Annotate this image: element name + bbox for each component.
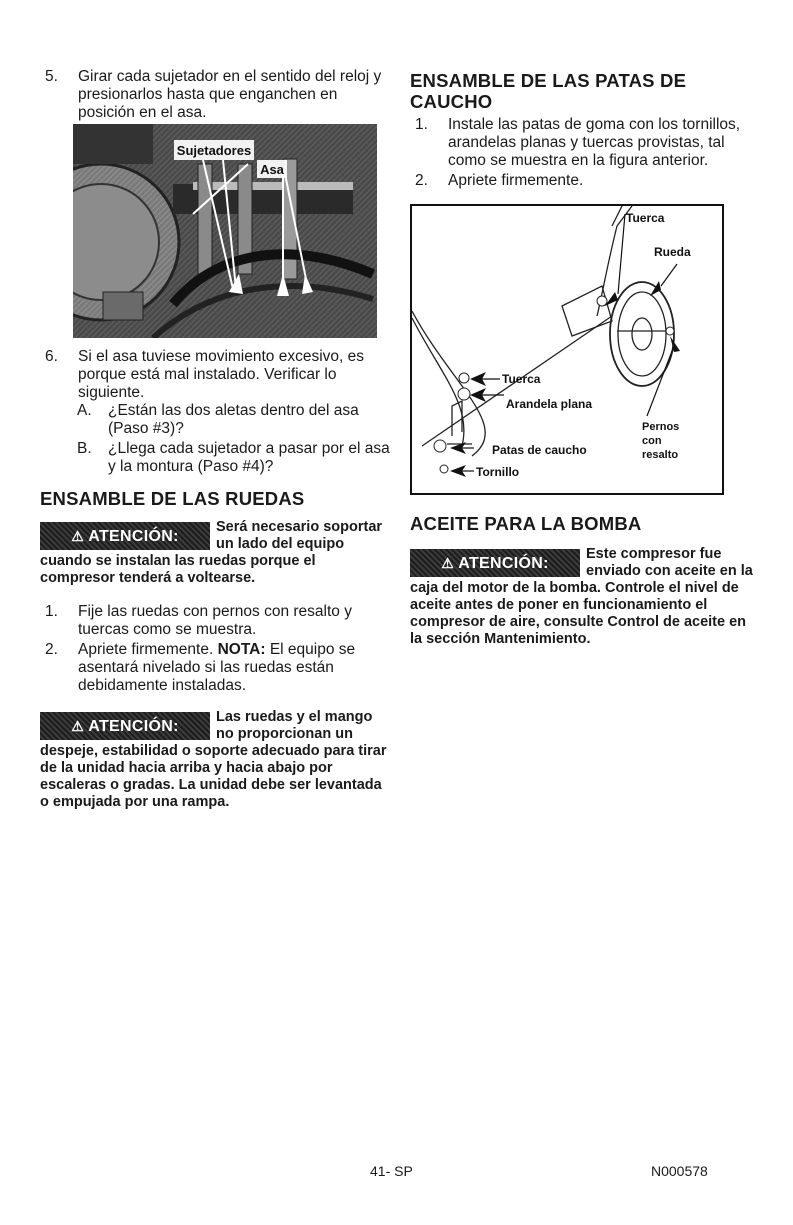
- patas-heading: ENSAMBLE DE LAS PATAS DE CAUCHO: [410, 70, 687, 112]
- label-tuerca-top: Tuerca: [626, 211, 665, 225]
- badge-label: ATENCIÓN:: [88, 528, 179, 545]
- aceite-heading: ACEITE PARA LA BOMBA: [410, 513, 642, 534]
- left-column: [40, 68, 390, 122]
- patas-step-2: [410, 172, 755, 190]
- label-pernos-1: Pernos: [642, 421, 680, 433]
- step-text: Apriete firmemente.: [78, 641, 214, 658]
- label-rueda: Rueda: [654, 245, 691, 259]
- step-5: [40, 68, 390, 122]
- sub-step-letter: A.: [77, 402, 92, 419]
- warning-text: Este compresor fue enviado con aceite en la caja del motor de la bomba. Controle el nivel de aceite antes de poner en funcionamiento el compresor de aire, consulte Control de aceite en la sección Mantenimiento.: [410, 546, 753, 647]
- warning-triangle-icon: ⚠: [441, 555, 455, 571]
- rubber-feet-diagram: [410, 204, 724, 495]
- step-number: 1.: [415, 116, 428, 133]
- step-number: 2.: [45, 641, 58, 658]
- step-6: [40, 348, 390, 402]
- handle-fasteners-photo: [73, 124, 377, 338]
- step-text: Fije las ruedas con pernos con resalto y tuercas como se muestra.: [78, 603, 352, 638]
- step-text: Girar cada sujetador en el sentido del reloj y presionarlos hasta que enganchen en posición en el asa.: [78, 68, 382, 121]
- label-arandela: Arandela plana: [506, 397, 593, 411]
- attention-badge: [410, 549, 580, 577]
- step-number: 1.: [45, 603, 58, 620]
- label-patas: Patas de caucho: [492, 443, 587, 457]
- label-pernos-3: resalto: [642, 449, 679, 461]
- step-text: Si el asa tuviese movimiento excesivo, es porque está mal instalado. Verificar lo siguiente.: [78, 348, 365, 401]
- ruedas-heading: ENSAMBLE DE LAS RUEDAS: [40, 488, 305, 509]
- warning-ruedas: [40, 519, 390, 587]
- sub-step-b: [70, 440, 390, 476]
- warning-triangle-icon: ⚠: [71, 528, 85, 544]
- left-column-lower: [40, 348, 390, 811]
- sub-step-a: [70, 402, 390, 438]
- warning-mango: [40, 709, 390, 811]
- step-text-cont: El equipo se asentará nivelado si las ruedas están debidamente instaladas.: [78, 641, 356, 694]
- attention-badge: [40, 522, 210, 550]
- warning-text: Será necesario soportar un lado del equipo cuando se instalan las ruedas porque el compresor tenderá a voltearse.: [40, 519, 383, 586]
- step-number: 2.: [415, 172, 428, 189]
- right-column: [410, 70, 755, 190]
- sub-step-text: ¿Están las dos aletas dentro del asa (Paso #3)?: [108, 402, 359, 437]
- attention-badge: [40, 712, 210, 740]
- page-number: 41- SP: [370, 1163, 413, 1179]
- label-tuerca: Tuerca: [502, 372, 541, 386]
- ruedas-step-1: [40, 603, 390, 639]
- sub-step-letter: B.: [77, 440, 92, 457]
- label-asa: Asa: [260, 162, 284, 177]
- label-tornillo: Tornillo: [476, 465, 520, 479]
- patas-step-1: [410, 116, 755, 170]
- label-pernos-2: con: [642, 435, 662, 447]
- label-sujetadores: Sujetadores: [176, 143, 252, 158]
- warning-text: Las ruedas y el mango no proporcionan un despeje, estabilidad o soporte adecuado para tirar de la unidad hacia arriba y hacia abajo por escaleras o gradas. La unidad debe ser levantada o empujada por una rampa.: [40, 709, 387, 810]
- step-text: Apriete firmemente.: [448, 172, 584, 189]
- ruedas-step-2: [40, 641, 390, 695]
- diagram-illustration: [412, 206, 722, 493]
- sub-step-text: ¿Llega cada sujetador a pasar por el asa y la montura (Paso #4)?: [108, 440, 390, 475]
- badge-label: ATENCIÓN:: [88, 718, 179, 735]
- document-code: N000578: [651, 1163, 708, 1179]
- step-number: 6.: [45, 348, 58, 365]
- nota-label: NOTA:: [217, 641, 266, 658]
- photo-illustration: [73, 124, 377, 338]
- right-column-lower: [410, 513, 755, 648]
- step-text: Instale las patas de goma con los tornillos, arandelas planas y tuercas provistas, tal como se muestra en la figura anterior.: [448, 116, 741, 169]
- step-number: 5.: [45, 68, 58, 85]
- warning-triangle-icon: ⚠: [71, 718, 85, 734]
- badge-label: ATENCIÓN:: [458, 555, 549, 572]
- warning-aceite: [410, 546, 755, 648]
